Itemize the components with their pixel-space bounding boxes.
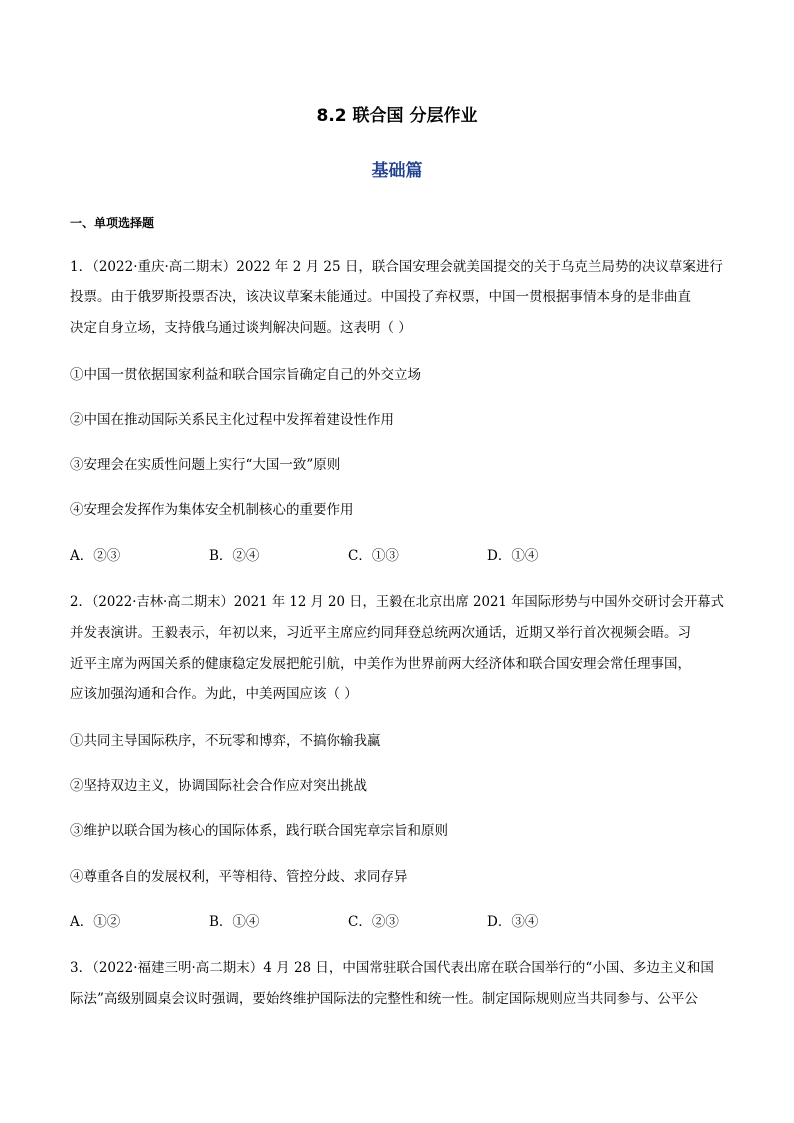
question-1-option-a: A．②③ — [70, 548, 121, 564]
question-2-option-b: B．①④ — [209, 914, 260, 930]
question-1-line-3: 决定自身立场，支持俄乌通过谈判解决问题。这表明（ ） — [70, 320, 412, 336]
question-1-statement-4: ④安理会发挥作为集体安全机制核心的重要作用 — [70, 502, 354, 518]
question-2-statement-2: ②坚持双边主义，协调国际社会合作应对突出挑战 — [70, 778, 367, 794]
page-subtitle: 基础篇 — [371, 161, 423, 181]
question-2-statement-4: ④尊重各自的发展权利，平等相待、管控分歧、求同存异 — [70, 869, 408, 885]
question-2-statement-1: ①共同主导国际秩序，不玩零和博弈，不搞你输我赢 — [70, 733, 381, 749]
page-title: 8.2 联合国 分层作业 — [316, 106, 478, 126]
question-2-line-4: 应该加强沟通和合作。为此，中美两国应该（ ） — [70, 686, 358, 702]
question-2-option-c: C．②③ — [348, 914, 399, 930]
question-2-option-a: A．①② — [70, 914, 121, 930]
question-1-option-b: B．②④ — [209, 548, 260, 564]
question-2-line-1: 2．（2022·吉林·高二期末）2021 年 12 月 20 日，王毅在北京出席 2021 年国际形势与中国外交研讨会开幕式 — [70, 594, 724, 610]
question-3-line-2: 际法”高级别圆桌会议时强调，要始终维护国际法的完整性和统一性。制定国际规则应当共同参与、公平公 — [70, 991, 698, 1007]
question-1-statement-1: ①中国一贯依据国家利益和联合国宗旨确定自己的外交立场 — [70, 367, 421, 383]
question-1-line-2: 投票。由于俄罗斯投票否决，该决议草案未能通过。中国投了弃权票，中国一贯根据事情本身的是非曲直 — [70, 289, 691, 305]
question-1-statement-2: ②中国在推动国际关系民主化过程中发挥着建设性作用 — [70, 412, 394, 428]
question-1-option-c: C．①③ — [348, 548, 399, 564]
question-3-line-1: 3．（2022·福建三明·高二期末）4 月 28 日，中国常驻联合国代表出席在联合国举行的“小国、多边主义和国 — [70, 960, 714, 976]
question-1-statement-3: ③安理会在实质性问题上实行“大国一致”原则 — [70, 457, 341, 473]
question-1-option-d: D．①④ — [487, 548, 539, 564]
question-2-option-d: D．③④ — [487, 914, 539, 930]
question-2-statement-3: ③维护以联合国为核心的国际体系，践行联合国宪章宗旨和原则 — [70, 823, 448, 839]
section-heading: 一、单项选择题 — [70, 216, 155, 230]
question-2-line-2: 并发表演讲。王毅表示，年初以来，习近平主席应约同拜登总统两次通话，近期又举行首次视频会晤。习 — [70, 625, 691, 641]
question-2-line-3: 近平主席为两国关系的健康稳定发展把舵引航，中美作为世界前两大经济体和联合国安理会常任理事国， — [70, 656, 691, 672]
question-1-line-1: 1．（2022·重庆·高二期末）2022 年 2 月 25 日，联合国安理会就美国提交的关于乌克兰局势的决议草案进行 — [70, 259, 723, 275]
